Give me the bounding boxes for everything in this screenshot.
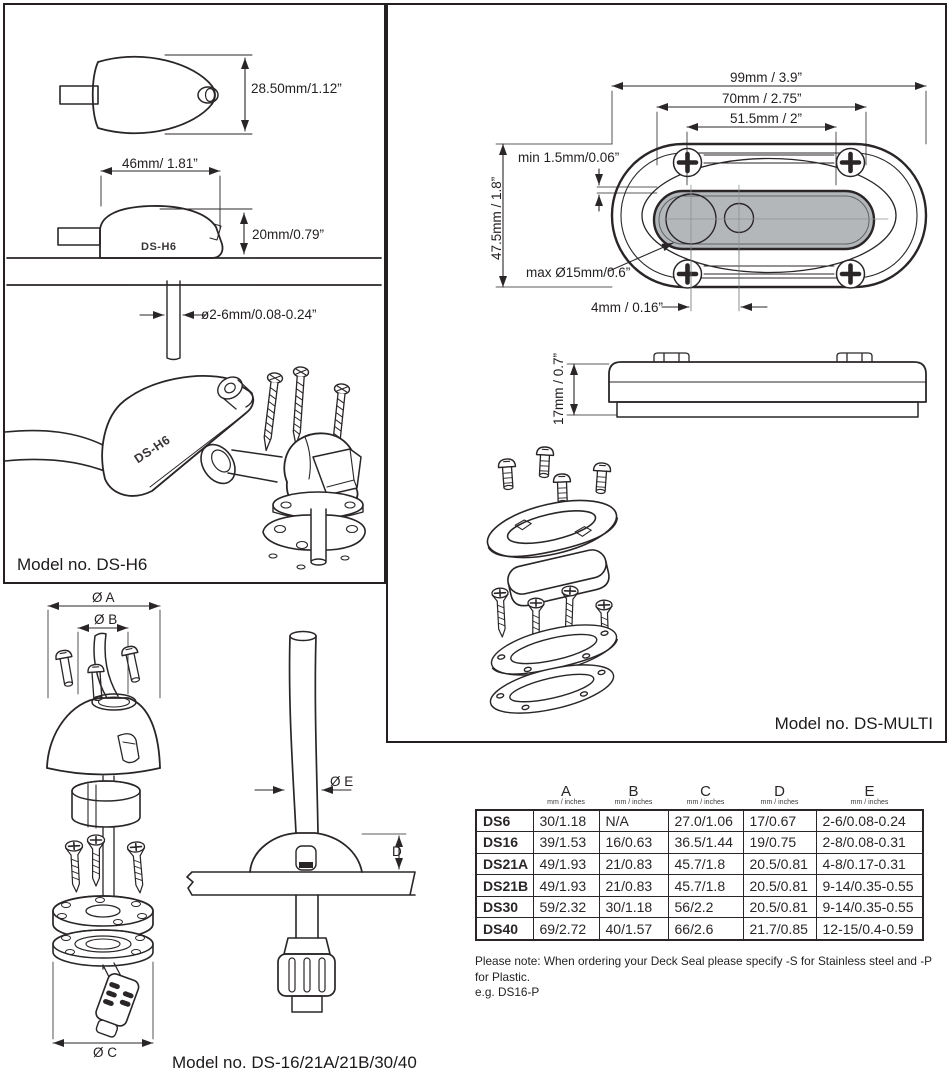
- value-cell: 69/2.72: [533, 918, 599, 940]
- value-cell: 56/2.2: [668, 896, 743, 918]
- header-col-b: B mm / inches: [614, 783, 653, 806]
- model-cell: DS21B: [476, 875, 533, 897]
- value-cell: 16/0.63: [599, 832, 668, 854]
- table-row: [476, 810, 923, 832]
- ordering-note-line1: Please note: When ordering your Deck Seal please specify -S for Stainless steel and -P for Plastic.: [475, 954, 932, 984]
- header-col-c: C mm / inches: [686, 783, 725, 806]
- dim-b: Ø B: [94, 612, 118, 627]
- value-cell: 20.5/0.81: [743, 896, 816, 918]
- dim-overall-width: 47.5mm / 1.8”: [489, 176, 504, 260]
- table-row: [476, 832, 923, 854]
- value-cell: 39/1.53: [533, 832, 599, 854]
- product-label-side: DS-H6: [141, 241, 177, 253]
- caption-ds-multi: Model no. DS-MULTI: [774, 714, 933, 733]
- value-cell: 45.7/1.8: [668, 853, 743, 875]
- dim-width: 46mm/ 1.81”: [122, 156, 198, 171]
- table-row: [476, 918, 923, 940]
- value-cell: 45.7/1.8: [668, 875, 743, 897]
- dim-d: D: [392, 844, 402, 859]
- dim-side-height: 20mm/0.79”: [252, 227, 325, 242]
- value-cell: N/A: [599, 810, 668, 832]
- dim-max-hole: max Ø15mm/0.6”: [526, 265, 631, 280]
- model-cell: DS21A: [476, 853, 533, 875]
- header-col-e: E mm / inches: [850, 783, 889, 806]
- ordering-note: [475, 954, 943, 1001]
- caption-ds-range: Model no. DS-16/21A/21B/30/40: [172, 1053, 417, 1072]
- dim-height: 17mm / 0.7”: [551, 352, 566, 425]
- value-cell: 30/1.18: [599, 896, 668, 918]
- table-row: [476, 853, 923, 875]
- value-cell: 19/0.75: [743, 832, 816, 854]
- table-row: [476, 875, 923, 897]
- dim-min-thickness: min 1.5mm/0.06”: [518, 150, 620, 165]
- spec-table: [475, 784, 924, 941]
- value-cell: 2-8/0.08-0.31: [816, 832, 923, 854]
- header-col-d: D mm / inches: [760, 783, 799, 806]
- value-cell: 21.7/0.85: [743, 918, 816, 940]
- value-cell: 40/1.57: [599, 918, 668, 940]
- value-cell: 59/2.32: [533, 896, 599, 918]
- ds-range-section: [0, 584, 470, 1080]
- dim-outer-width: 70mm / 2.75”: [722, 91, 802, 106]
- value-cell: 49/1.93: [533, 853, 599, 875]
- ds-h6-panel: [3, 3, 386, 584]
- ds-multi-panel: [386, 3, 947, 743]
- spec-table-grid: [475, 784, 924, 941]
- dim-overall-length: 99mm / 3.9”: [730, 70, 803, 85]
- model-cell: DS30: [476, 896, 533, 918]
- value-cell: 21/0.83: [599, 853, 668, 875]
- caption-ds-h6: Model no. DS-H6: [17, 555, 148, 574]
- dim-a: Ø A: [92, 590, 115, 605]
- dim-slot-length: 51.5mm / 2”: [730, 111, 803, 126]
- value-cell: 12-15/0.4-0.59: [816, 918, 923, 940]
- value-cell: 2-6/0.08-0.24: [816, 810, 923, 832]
- value-cell: 4-8/0.17-0.31: [816, 853, 923, 875]
- ds-range-drawing: [0, 584, 470, 1080]
- value-cell: 49/1.93: [533, 875, 599, 897]
- product-label-exploded: DS-H6: [131, 432, 173, 467]
- value-cell: 9-14/0.35-0.55: [816, 875, 923, 897]
- header-col-a: A mm / inches: [547, 783, 585, 806]
- model-cell: DS40: [476, 918, 533, 940]
- dim-hole-spacing: 4mm / 0.16”: [591, 300, 664, 315]
- value-cell: 20.5/0.81: [743, 853, 816, 875]
- dim-top-height: 28.50mm/1.12”: [251, 81, 342, 96]
- value-cell: 21/0.83: [599, 875, 668, 897]
- table-header-row: [476, 784, 923, 810]
- value-cell: 17/0.67: [743, 810, 816, 832]
- value-cell: 36.5/1.44: [668, 832, 743, 854]
- table-row: [476, 896, 923, 918]
- ds-multi-drawing: [388, 5, 944, 740]
- dim-cable-hole: ø2-6mm/0.08-0.24”: [201, 307, 317, 322]
- model-cell: DS6: [476, 810, 533, 832]
- model-cell: DS16: [476, 832, 533, 854]
- dim-e: Ø E: [330, 774, 354, 789]
- value-cell: 9-14/0.35-0.55: [816, 896, 923, 918]
- value-cell: 30/1.18: [533, 810, 599, 832]
- value-cell: 27.0/1.06: [668, 810, 743, 832]
- ordering-note-line2: e.g. DS16-P: [475, 985, 540, 1000]
- header-blank: [476, 784, 533, 810]
- value-cell: 20.5/0.81: [743, 875, 816, 897]
- value-cell: 66/2.6: [668, 918, 743, 940]
- dim-c: Ø C: [93, 1045, 118, 1060]
